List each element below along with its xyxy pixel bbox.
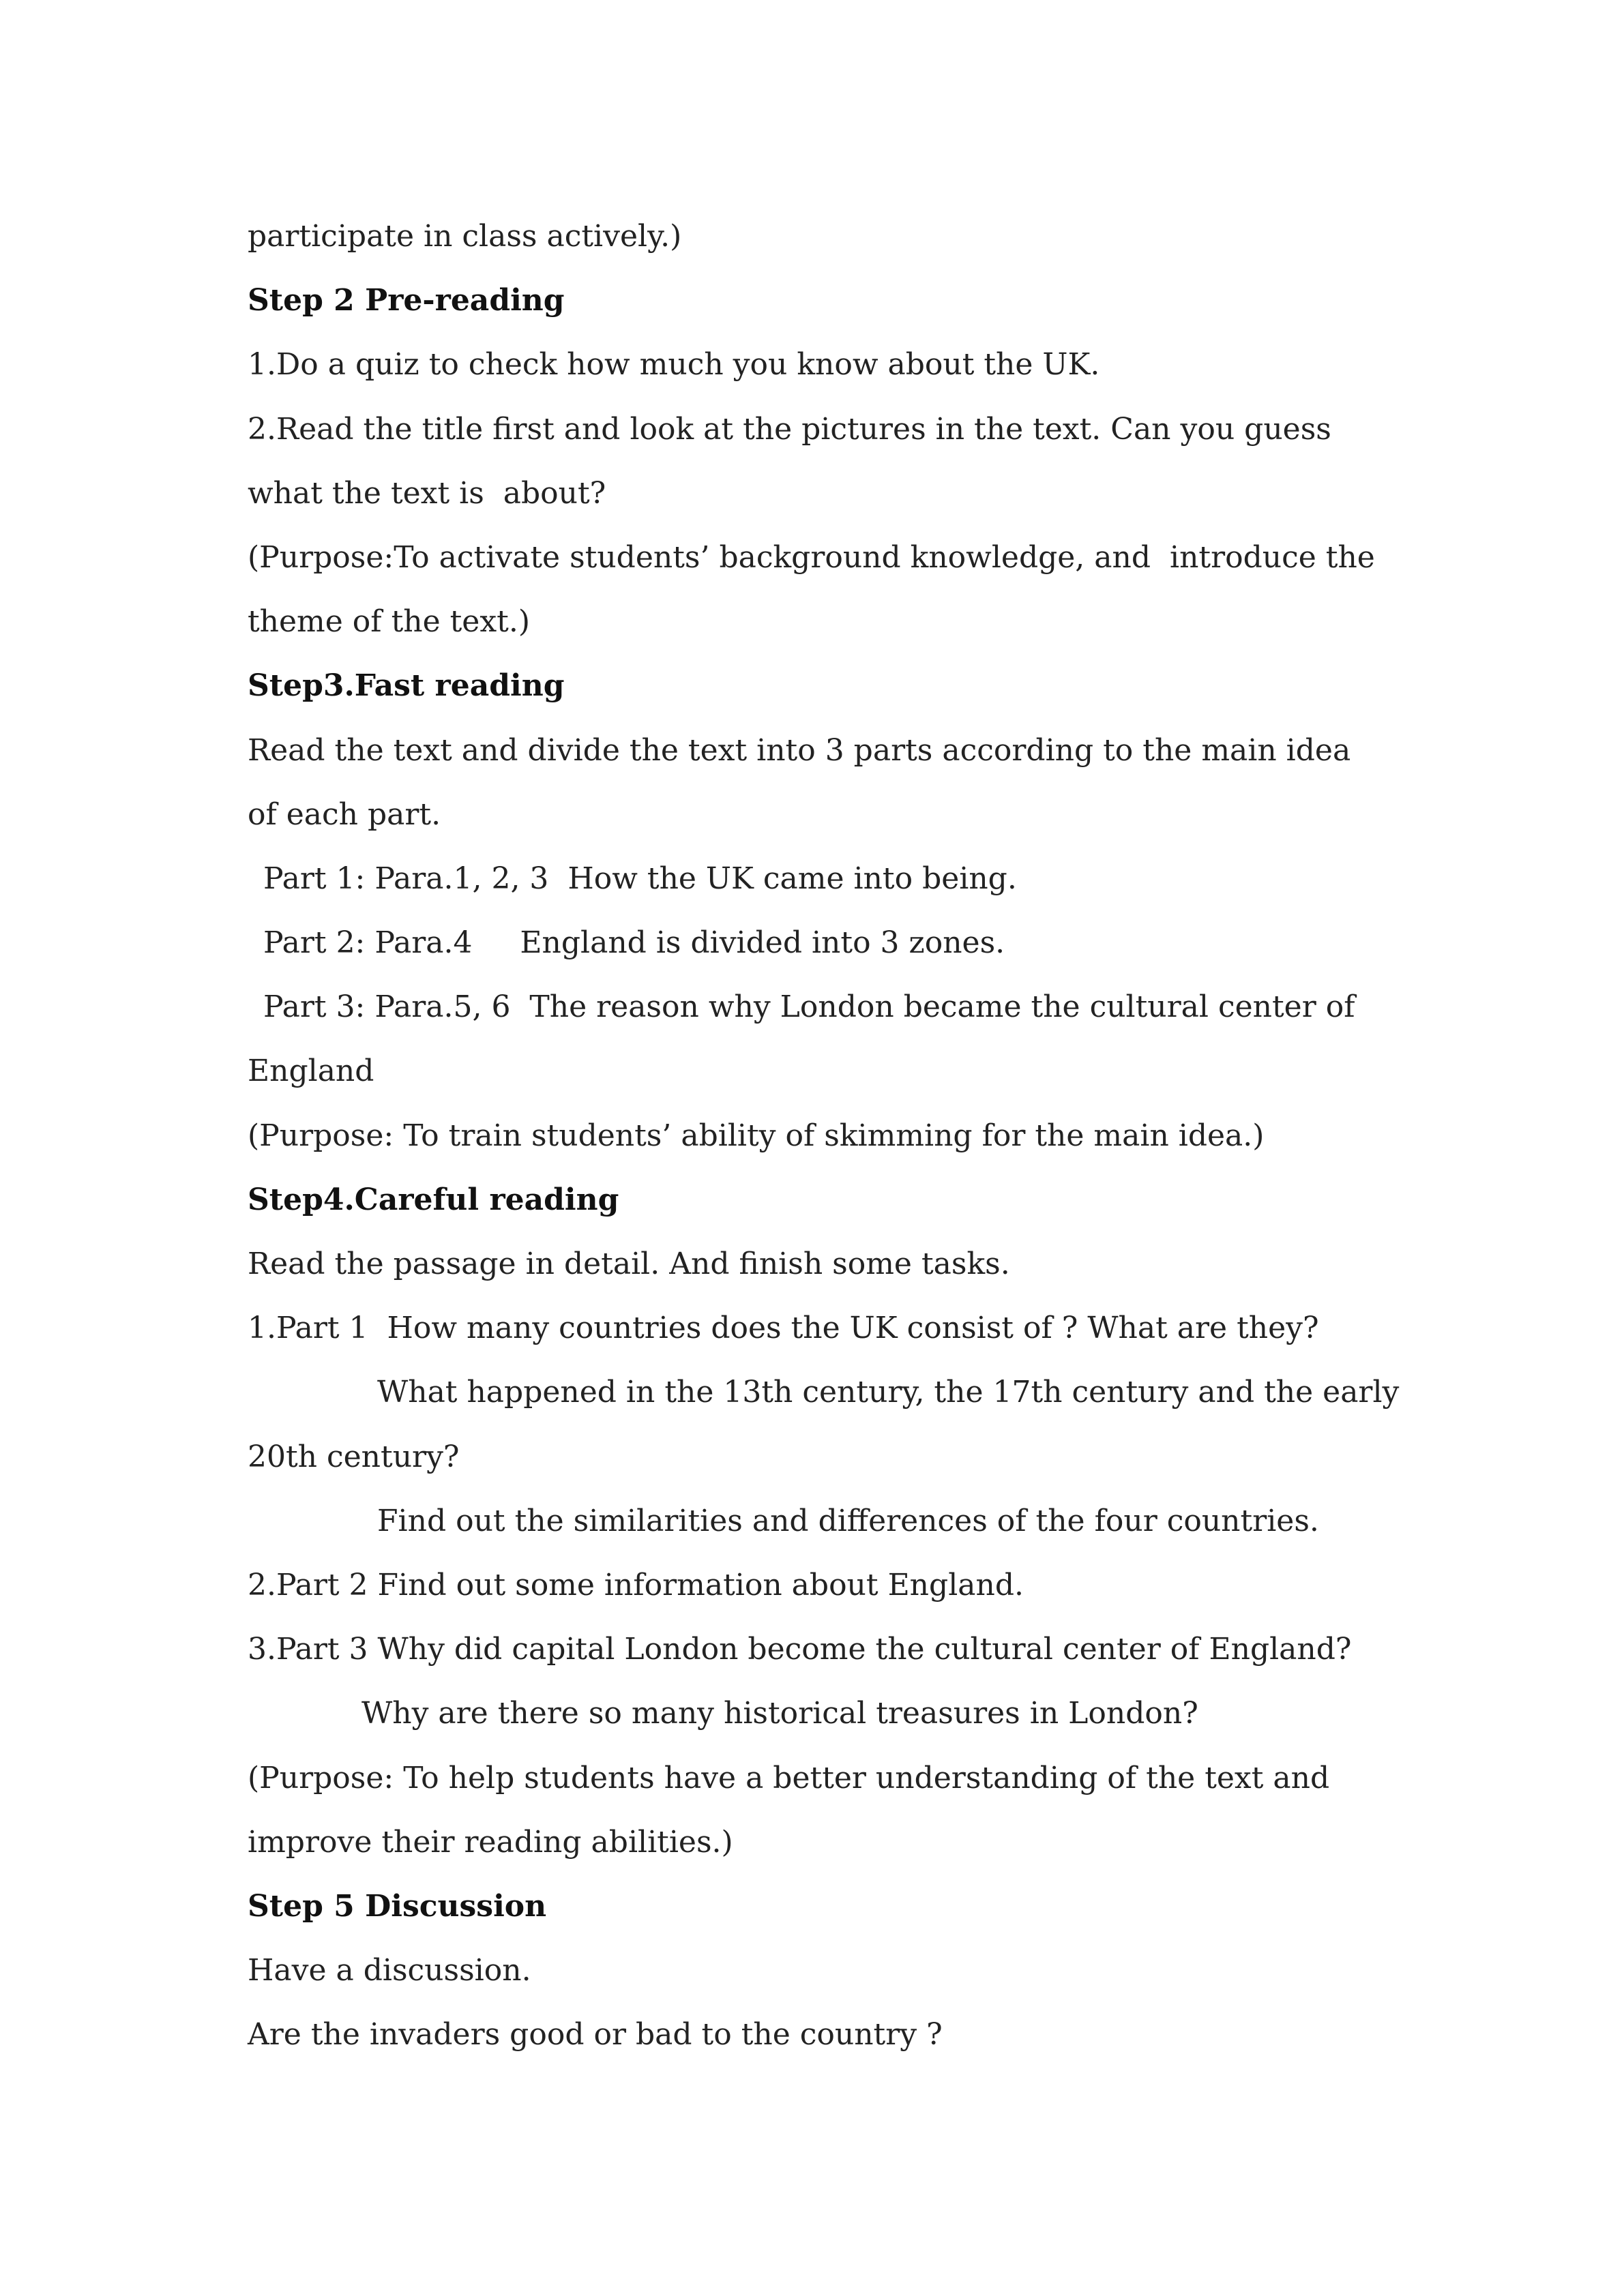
pre-reading-purpose-cont: theme of the text.) bbox=[248, 604, 530, 640]
step2-heading: Step 2 Pre-reading bbox=[248, 283, 565, 318]
step3-heading: Step3.Fast reading bbox=[248, 668, 565, 704]
careful-reading-part-2: 2.Part 2 Find out some information about England. bbox=[248, 1567, 1024, 1602]
part-3-summary-cont: England bbox=[248, 1054, 374, 1089]
part-2-summary: Part 2: Para.4 England is divided into 3 zones. bbox=[263, 925, 1005, 961]
careful-reading-part-1-q3: Find out the similarities and differences of the four countries. bbox=[377, 1503, 1319, 1538]
fast-reading-task-cont: of each part. bbox=[248, 796, 441, 832]
careful-reading-purpose-cont: improve their reading abilities.) bbox=[248, 1824, 733, 1860]
careful-reading-part-1-q2: What happened in the 13th century, the 17th century and the early bbox=[377, 1375, 1400, 1410]
lesson-plan-text bbox=[248, 205, 1400, 2067]
pre-reading-purpose: (Purpose:To activate students’ background knowledge, and introduce the bbox=[248, 539, 1375, 575]
pre-reading-task-2: 2.Read the title first and look at the pictures in the text. Can you guess bbox=[248, 411, 1331, 447]
discussion-intro: Have a discussion. bbox=[248, 1953, 531, 1988]
discussion-question: Are the invaders good or bad to the country ? bbox=[248, 2017, 943, 2053]
careful-reading-part-3-q2: Why are there so many historical treasures in London? bbox=[361, 1696, 1198, 1731]
pre-reading-task-1: 1.Do a quiz to check how much you know about the UK. bbox=[248, 347, 1100, 383]
step5-heading: Step 5 Discussion bbox=[248, 1888, 547, 1924]
careful-reading-intro: Read the passage in detail. And finish some tasks. bbox=[248, 1247, 1010, 1281]
fast-reading-purpose: (Purpose: To train students’ ability of skimming for the main idea.) bbox=[248, 1118, 1265, 1153]
careful-reading-part-1-q2-cont: 20th century? bbox=[248, 1439, 460, 1474]
part-1-summary: Part 1: Para.1, 2, 3 How the UK came into being. bbox=[263, 861, 1017, 896]
careful-reading-part-1: 1.Part 1 How many countries does the UK consist of ? What are they? bbox=[248, 1311, 1319, 1346]
pre-reading-task-2-cont: what the text is about? bbox=[248, 475, 606, 511]
part-3-summary: Part 3: Para.5, 6 The reason why London became the cultural center of bbox=[263, 989, 1355, 1025]
careful-reading-purpose: (Purpose: To help students have a better understanding of the text and bbox=[248, 1760, 1330, 1795]
fast-reading-task: Read the text and divide the text into 3 parts according to the main idea bbox=[248, 732, 1351, 768]
step4-heading: Step4.Careful reading bbox=[248, 1182, 619, 1217]
purpose-end-line: participate in class actively.) bbox=[248, 219, 682, 254]
careful-reading-part-3: 3.Part 3 Why did capital London become the cultural center of England? bbox=[248, 1632, 1352, 1667]
